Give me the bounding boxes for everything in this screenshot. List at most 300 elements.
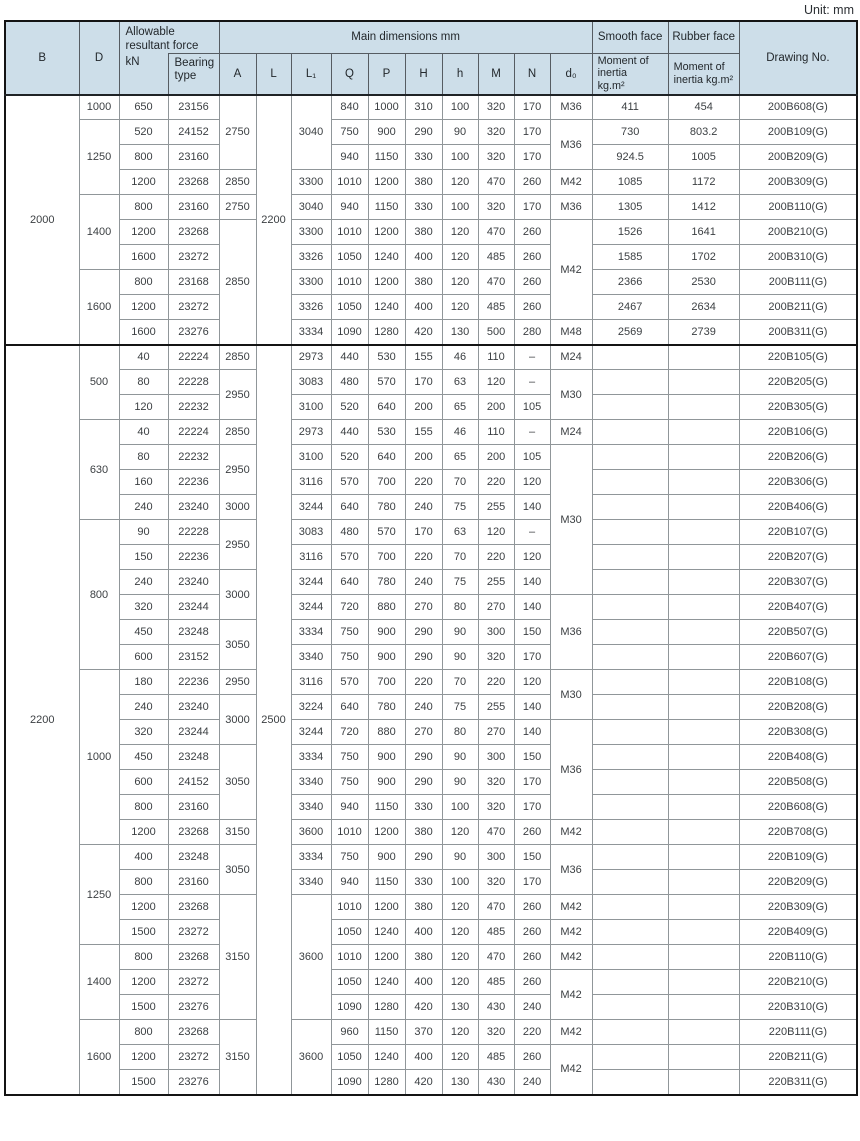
cell-drawing-no: 220B106(G)	[739, 420, 857, 445]
cell-smooth-moment: 1305	[592, 195, 668, 220]
cell-h-lower: 90	[442, 770, 478, 795]
cell-kn: 80	[119, 445, 168, 470]
cell-bearing-type: 23268	[168, 220, 219, 245]
cell-p: 570	[368, 370, 405, 395]
cell-h-lower: 90	[442, 645, 478, 670]
cell-drawing-no: 200B110(G)	[739, 195, 857, 220]
cell-q: 940	[331, 195, 368, 220]
cell-h-upper: 370	[405, 1020, 442, 1045]
cell-kn: 520	[119, 120, 168, 145]
cell-smooth-moment: 2569	[592, 320, 668, 345]
cell-q: 1010	[331, 895, 368, 920]
cell-q: 1050	[331, 970, 368, 995]
cell-kn: 800	[119, 145, 168, 170]
cell-bearing-type: 23276	[168, 1070, 219, 1095]
cell-drawing-no: 200B209(G)	[739, 145, 857, 170]
cell-a: 2850	[219, 345, 256, 370]
cell-m: 270	[478, 720, 514, 745]
cell-h-upper: 420	[405, 995, 442, 1020]
cell-m: 470	[478, 170, 514, 195]
cell-l1: 3116	[291, 470, 331, 495]
cell-smooth-moment	[592, 970, 668, 995]
table-row	[5, 220, 857, 245]
cell-smooth-moment: 2467	[592, 295, 668, 320]
cell-bearing-type: 23248	[168, 845, 219, 870]
cell-d: 630	[79, 420, 119, 520]
table-row	[5, 620, 857, 645]
table-row	[5, 270, 857, 295]
cell-n: 260	[514, 970, 550, 995]
cell-p: 1150	[368, 145, 405, 170]
col-header-p: P	[368, 53, 405, 95]
cell-rubber-moment	[668, 870, 739, 895]
cell-h-upper: 155	[405, 420, 442, 445]
table-row	[5, 845, 857, 870]
cell-q: 1050	[331, 920, 368, 945]
cell-kn: 800	[119, 945, 168, 970]
cell-h-lower: 90	[442, 745, 478, 770]
cell-m: 300	[478, 620, 514, 645]
cell-h-upper: 290	[405, 645, 442, 670]
cell-p: 900	[368, 845, 405, 870]
cell-l1: 3116	[291, 670, 331, 695]
cell-q: 1050	[331, 295, 368, 320]
cell-h-upper: 330	[405, 145, 442, 170]
cell-m: 485	[478, 1045, 514, 1070]
cell-bearing-type: 23244	[168, 720, 219, 745]
cell-q: 1090	[331, 995, 368, 1020]
cell-drawing-no: 220B308(G)	[739, 720, 857, 745]
table-row	[5, 1070, 857, 1095]
cell-n: 170	[514, 95, 550, 120]
cell-q: 520	[331, 395, 368, 420]
cell-bearing-type: 23276	[168, 320, 219, 345]
cell-smooth-moment	[592, 420, 668, 445]
cell-drawing-no: 220B306(G)	[739, 470, 857, 495]
col-header-b: B	[5, 21, 79, 95]
cell-smooth-moment	[592, 470, 668, 495]
cell-drawing-no: 220B407(G)	[739, 595, 857, 620]
cell-n: 170	[514, 795, 550, 820]
col-header-h-upper: H	[405, 53, 442, 95]
cell-m: 430	[478, 1070, 514, 1095]
cell-drawing-no: 220B507(G)	[739, 620, 857, 645]
cell-m: 485	[478, 295, 514, 320]
cell-h-upper: 310	[405, 95, 442, 120]
cell-d0: M42	[550, 170, 592, 195]
cell-q: 750	[331, 745, 368, 770]
cell-h-upper: 380	[405, 220, 442, 245]
cell-rubber-moment: 1702	[668, 245, 739, 270]
cell-p: 1000	[368, 95, 405, 120]
cell-rubber-moment	[668, 845, 739, 870]
cell-kn: 320	[119, 595, 168, 620]
table-row	[5, 920, 857, 945]
cell-n: 120	[514, 545, 550, 570]
cell-p: 570	[368, 520, 405, 545]
cell-h-lower: 90	[442, 620, 478, 645]
cell-kn: 40	[119, 420, 168, 445]
cell-d0: M30	[550, 670, 592, 720]
cell-h-lower: 120	[442, 920, 478, 945]
cell-bearing-type: 23268	[168, 895, 219, 920]
table-row	[5, 145, 857, 170]
cell-n: 170	[514, 145, 550, 170]
cell-drawing-no: 200B109(G)	[739, 120, 857, 145]
table-row	[5, 495, 857, 520]
cell-h-lower: 80	[442, 595, 478, 620]
cell-kn: 450	[119, 620, 168, 645]
cell-drawing-no: 220B210(G)	[739, 970, 857, 995]
cell-d: 1250	[79, 120, 119, 195]
cell-smooth-moment	[592, 495, 668, 520]
cell-rubber-moment	[668, 495, 739, 520]
cell-n: –	[514, 370, 550, 395]
cell-m: 110	[478, 420, 514, 445]
cell-d0: M42	[550, 1020, 592, 1045]
cell-d0: M42	[550, 220, 592, 320]
cell-d0: M36	[550, 195, 592, 220]
cell-l1: 3083	[291, 370, 331, 395]
cell-rubber-moment	[668, 1020, 739, 1045]
cell-a: 3000	[219, 570, 256, 620]
cell-n: 105	[514, 445, 550, 470]
cell-p: 1240	[368, 295, 405, 320]
cell-drawing-no: 220B206(G)	[739, 445, 857, 470]
cell-bearing-type: 24152	[168, 770, 219, 795]
cell-bearing-type: 23160	[168, 795, 219, 820]
cell-m: 485	[478, 920, 514, 945]
cell-l1: 3334	[291, 845, 331, 870]
cell-p: 1150	[368, 195, 405, 220]
cell-n: 150	[514, 745, 550, 770]
col-header-d0: d₀	[550, 53, 592, 95]
cell-h-lower: 120	[442, 895, 478, 920]
cell-kn: 1600	[119, 320, 168, 345]
cell-bearing-type: 23152	[168, 645, 219, 670]
cell-smooth-moment	[592, 945, 668, 970]
cell-bearing-type: 23268	[168, 945, 219, 970]
cell-h-upper: 380	[405, 945, 442, 970]
cell-smooth-moment	[592, 920, 668, 945]
table-row	[5, 1020, 857, 1045]
cell-h-upper: 420	[405, 320, 442, 345]
cell-kn: 1200	[119, 220, 168, 245]
cell-d0: M36	[550, 120, 592, 170]
cell-p: 1240	[368, 245, 405, 270]
cell-kn: 1500	[119, 1070, 168, 1095]
table-row	[5, 445, 857, 470]
cell-drawing-no: 220B111(G)	[739, 1020, 857, 1045]
cell-bearing-type: 23160	[168, 145, 219, 170]
cell-smooth-moment	[592, 995, 668, 1020]
cell-h-lower: 120	[442, 970, 478, 995]
cell-h-upper: 240	[405, 695, 442, 720]
cell-kn: 90	[119, 520, 168, 545]
cell-n: 170	[514, 645, 550, 670]
cell-bearing-type: 23160	[168, 870, 219, 895]
col-header-main-dimensions: Main dimensions mm	[219, 21, 592, 53]
cell-rubber-moment	[668, 670, 739, 695]
table-row	[5, 770, 857, 795]
cell-l1: 3244	[291, 570, 331, 595]
allowable-force-label: Allowable resultant force	[125, 26, 199, 52]
cell-a: 2750	[219, 195, 256, 220]
cell-kn: 400	[119, 845, 168, 870]
cell-smooth-moment	[592, 720, 668, 745]
cell-p: 1200	[368, 820, 405, 845]
cell-rubber-moment	[668, 720, 739, 745]
cell-rubber-moment	[668, 445, 739, 470]
cell-h-lower: 63	[442, 520, 478, 545]
cell-smooth-moment	[592, 395, 668, 420]
cell-l1: 3326	[291, 295, 331, 320]
cell-h-upper: 200	[405, 445, 442, 470]
cell-h-lower: 75	[442, 570, 478, 595]
cell-d0: M36	[550, 845, 592, 895]
cell-a: 3000	[219, 495, 256, 520]
cell-kn: 80	[119, 370, 168, 395]
cell-h-lower: 75	[442, 495, 478, 520]
cell-rubber-moment	[668, 745, 739, 770]
cell-bearing-type: 23240	[168, 695, 219, 720]
cell-n: 140	[514, 695, 550, 720]
cell-rubber-moment	[668, 920, 739, 945]
cell-bearing-type: 23272	[168, 920, 219, 945]
cell-q: 720	[331, 720, 368, 745]
cell-q: 960	[331, 1020, 368, 1045]
cell-n: –	[514, 520, 550, 545]
cell-p: 700	[368, 670, 405, 695]
cell-n: 170	[514, 770, 550, 795]
cell-kn: 240	[119, 495, 168, 520]
cell-kn: 40	[119, 345, 168, 370]
cell-d0: M30	[550, 370, 592, 420]
table-header	[5, 21, 857, 95]
col-header-a: A	[219, 53, 256, 95]
cell-l1: 3100	[291, 395, 331, 420]
cell-h-lower: 120	[442, 220, 478, 245]
cell-d: 1600	[79, 1020, 119, 1095]
cell-d: 1400	[79, 945, 119, 1020]
cell-drawing-no: 220B608(G)	[739, 795, 857, 820]
cell-d0: M42	[550, 945, 592, 970]
cell-l1: 3334	[291, 320, 331, 345]
cell-h-lower: 90	[442, 120, 478, 145]
cell-d0: M42	[550, 1045, 592, 1095]
cell-p: 900	[368, 645, 405, 670]
cell-m: 200	[478, 395, 514, 420]
cell-q: 720	[331, 595, 368, 620]
table-row	[5, 970, 857, 995]
cell-q: 1010	[331, 945, 368, 970]
cell-m: 320	[478, 95, 514, 120]
cell-d0: M36	[550, 595, 592, 670]
cell-m: 320	[478, 795, 514, 820]
cell-m: 470	[478, 895, 514, 920]
cell-rubber-moment	[668, 1070, 739, 1095]
cell-h-lower: 46	[442, 345, 478, 370]
cell-rubber-moment: 2739	[668, 320, 739, 345]
cell-q: 440	[331, 420, 368, 445]
cell-h-lower: 70	[442, 545, 478, 570]
cell-q: 1090	[331, 320, 368, 345]
cell-d: 800	[79, 520, 119, 670]
cell-q: 750	[331, 120, 368, 145]
cell-m: 470	[478, 220, 514, 245]
table-row	[5, 545, 857, 570]
cell-l1: 3244	[291, 595, 331, 620]
table-row	[5, 745, 857, 770]
cell-d0: M30	[550, 445, 592, 595]
cell-bearing-type: 22236	[168, 670, 219, 695]
table-row	[5, 670, 857, 695]
cell-l1: 3224	[291, 695, 331, 720]
cell-rubber-moment: 454	[668, 95, 739, 120]
cell-h-lower: 130	[442, 320, 478, 345]
cell-bearing-type: 22228	[168, 520, 219, 545]
cell-bearing-type: 22228	[168, 370, 219, 395]
cell-smooth-moment	[592, 695, 668, 720]
cell-m: 120	[478, 370, 514, 395]
cell-h-upper: 400	[405, 245, 442, 270]
col-header-smooth-face: Smooth face	[592, 21, 668, 53]
cell-n: 260	[514, 920, 550, 945]
cell-bearing-type: 23272	[168, 245, 219, 270]
cell-h-upper: 170	[405, 370, 442, 395]
cell-m: 485	[478, 245, 514, 270]
cell-p: 1280	[368, 320, 405, 345]
cell-d0: M48	[550, 320, 592, 345]
cell-p: 700	[368, 470, 405, 495]
cell-m: 485	[478, 970, 514, 995]
cell-m: 200	[478, 445, 514, 470]
cell-p: 1200	[368, 170, 405, 195]
cell-m: 320	[478, 1020, 514, 1045]
cell-h-upper: 240	[405, 570, 442, 595]
cell-kn: 800	[119, 195, 168, 220]
cell-h-upper: 290	[405, 770, 442, 795]
cell-h-upper: 270	[405, 720, 442, 745]
cell-n: 260	[514, 220, 550, 245]
cell-l: 2500	[256, 345, 291, 1095]
cell-p: 640	[368, 445, 405, 470]
cell-rubber-moment: 2530	[668, 270, 739, 295]
cell-m: 470	[478, 820, 514, 845]
cell-m: 255	[478, 570, 514, 595]
cell-bearing-type: 23272	[168, 1045, 219, 1070]
cell-h-lower: 130	[442, 995, 478, 1020]
cell-n: –	[514, 345, 550, 370]
cell-l1: 3100	[291, 445, 331, 470]
cell-kn: 1200	[119, 1045, 168, 1070]
cell-h-upper: 380	[405, 895, 442, 920]
table-row	[5, 1045, 857, 1070]
cell-smooth-moment	[592, 745, 668, 770]
cell-bearing-type: 22236	[168, 470, 219, 495]
cell-n: 140	[514, 720, 550, 745]
cell-rubber-moment	[668, 1045, 739, 1070]
cell-l1: 3116	[291, 545, 331, 570]
cell-l1: 2973	[291, 420, 331, 445]
cell-q: 570	[331, 545, 368, 570]
cell-drawing-no: 220B107(G)	[739, 520, 857, 545]
cell-rubber-moment	[668, 945, 739, 970]
cell-h-upper: 270	[405, 595, 442, 620]
cell-q: 570	[331, 670, 368, 695]
cell-a: 3150	[219, 1020, 256, 1095]
cell-kn: 800	[119, 1020, 168, 1045]
cell-bearing-type: 23160	[168, 195, 219, 220]
cell-rubber-moment	[668, 520, 739, 545]
cell-l1: 3300	[291, 220, 331, 245]
table-row	[5, 945, 857, 970]
cell-drawing-no: 220B607(G)	[739, 645, 857, 670]
cell-rubber-moment: 1172	[668, 170, 739, 195]
cell-h-lower: 80	[442, 720, 478, 745]
cell-q: 640	[331, 570, 368, 595]
cell-smooth-moment: 1526	[592, 220, 668, 245]
cell-a: 3150	[219, 820, 256, 845]
col-header-rubber-moment: Moment of inertia kg.m²	[668, 53, 739, 95]
cell-q: 570	[331, 470, 368, 495]
cell-smooth-moment	[592, 345, 668, 370]
col-header-q: Q	[331, 53, 368, 95]
cell-bearing-type: 22224	[168, 345, 219, 370]
table-row	[5, 345, 857, 370]
cell-rubber-moment	[668, 370, 739, 395]
cell-n: 170	[514, 195, 550, 220]
cell-l1: 3600	[291, 820, 331, 845]
cell-a: 2850	[219, 170, 256, 195]
cell-q: 750	[331, 645, 368, 670]
cell-bearing-type: 23272	[168, 970, 219, 995]
col-header-drawing-no: Drawing No.	[739, 21, 857, 95]
cell-kn: 1200	[119, 820, 168, 845]
table-row	[5, 570, 857, 595]
cell-drawing-no: 200B111(G)	[739, 270, 857, 295]
col-header-smooth-moment: Moment of inertia kg.m²	[592, 53, 668, 95]
cell-drawing-no: 220B211(G)	[739, 1045, 857, 1070]
cell-h-lower: 46	[442, 420, 478, 445]
cell-kn: 1500	[119, 995, 168, 1020]
cell-drawing-no: 220B105(G)	[739, 345, 857, 370]
cell-l1: 3040	[291, 95, 331, 170]
cell-n: 140	[514, 595, 550, 620]
cell-h-lower: 120	[442, 945, 478, 970]
cell-h-upper: 220	[405, 470, 442, 495]
cell-h-lower: 120	[442, 1045, 478, 1070]
table-row	[5, 470, 857, 495]
cell-d0: M36	[550, 95, 592, 120]
cell-h-lower: 100	[442, 95, 478, 120]
cell-a: 3050	[219, 845, 256, 895]
cell-p: 1150	[368, 795, 405, 820]
cell-d: 1400	[79, 195, 119, 270]
cell-kn: 650	[119, 95, 168, 120]
cell-smooth-moment	[592, 895, 668, 920]
cell-drawing-no: 220B209(G)	[739, 870, 857, 895]
cell-h-lower: 130	[442, 1070, 478, 1095]
cell-kn: 1200	[119, 295, 168, 320]
cell-q: 940	[331, 145, 368, 170]
cell-p: 780	[368, 695, 405, 720]
cell-d0: M24	[550, 345, 592, 370]
cell-m: 220	[478, 545, 514, 570]
cell-drawing-no: 220B108(G)	[739, 670, 857, 695]
cell-m: 320	[478, 145, 514, 170]
cell-l1: 3326	[291, 245, 331, 270]
